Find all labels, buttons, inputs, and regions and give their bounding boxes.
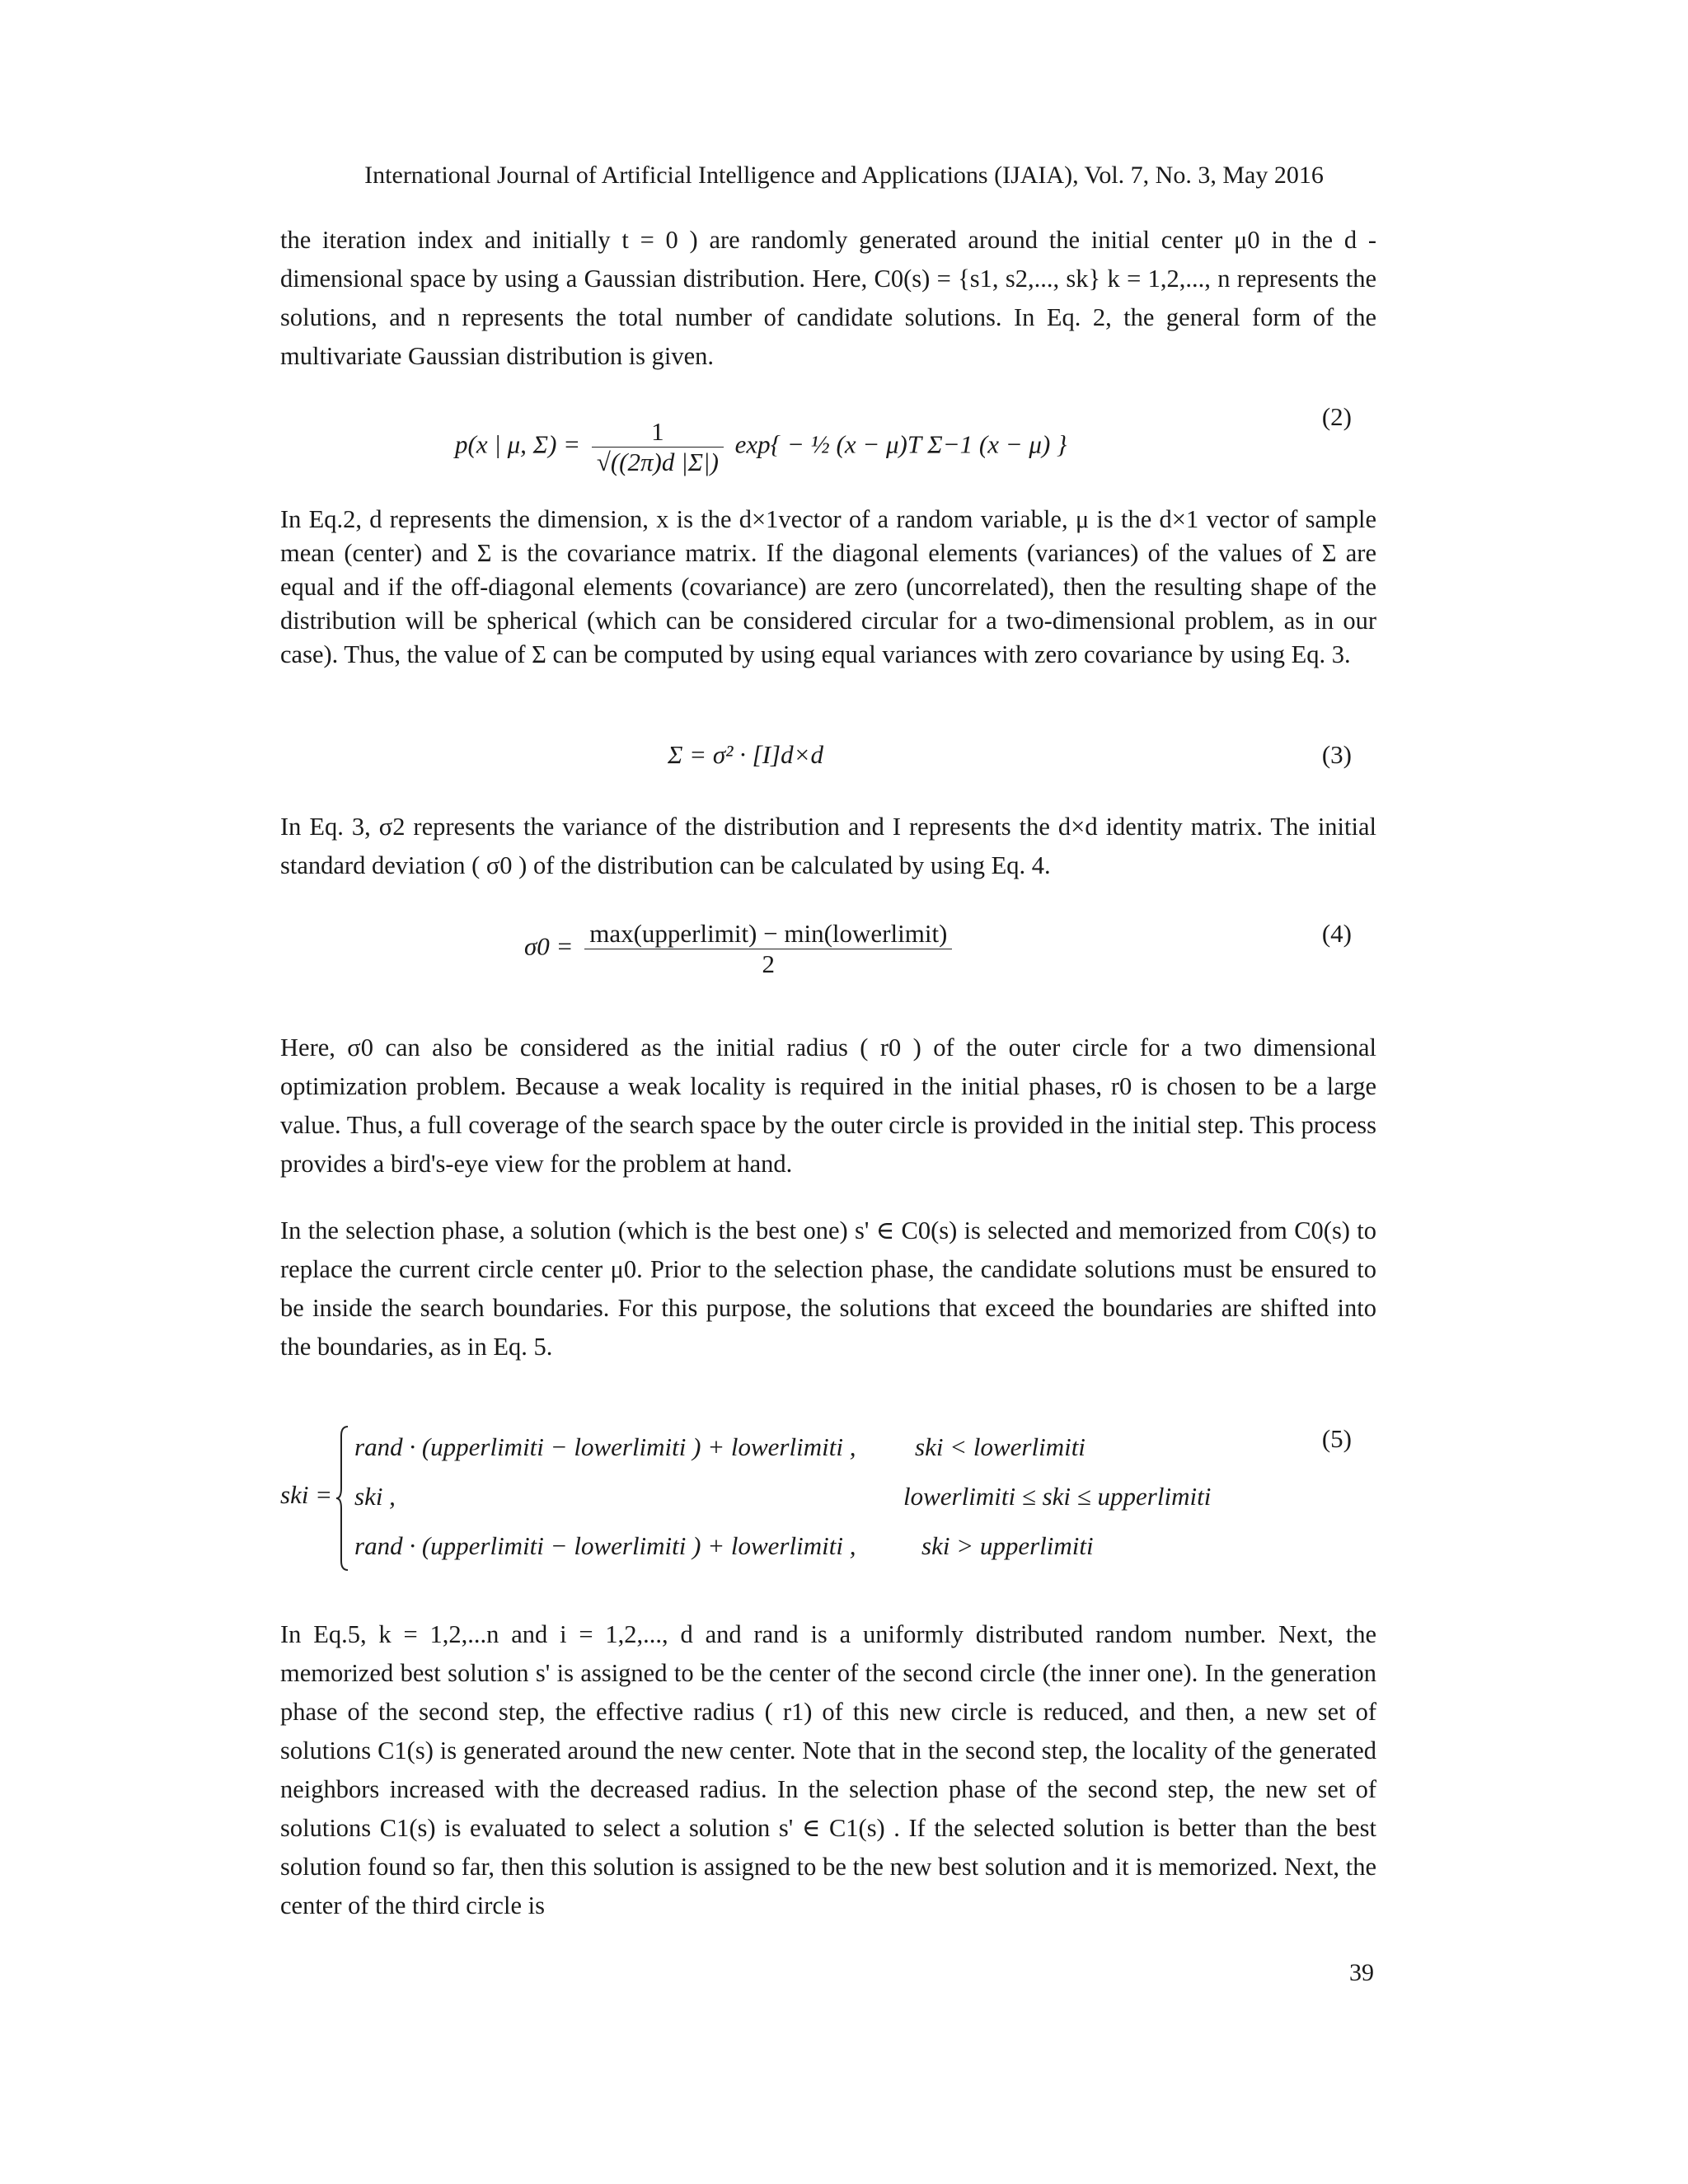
paragraph-selection-phase: In the selection phase, a solution (which is the best one) s' ∈ C0(s) is selected and memorized from C0(s) to replace the current circle center μ0. Prior to the selection phase, the candidate solutions must be ensured to be inside the search boundaries. For this purpose, the solutions that exceed the boundaries are shifted into the boundaries, as in Eq. 5. [280,1216,1376,1361]
paragraph-eq2-explanation: In Eq.2, d represents the dimension, x is the d×1vector of a random variable, μ is the d×1 vector of sample mean (center) and Σ is the covariance matrix. If the diagonal elements (variances) of the values of Σ are equal and if the off-diagonal elements (covariance) are zero (uncorrelated), then the resulting shape of the distribution will be spherical (which can be considered circular for a two-dimensional problem, as in our case). Thus, the value of Σ can be computed by using equal variances with zero covariance by using Eq. 3. [280,505,1376,668]
paragraph-intro: the iteration index and initially t = 0 ) are randomly generated around the initial center μ0 in the d -dimensional space by using a Gaussian distribution. Here, C0(s) = {s1, s2,..., sk} k = 1,2,..., n represents the solutions, and n represents the total number of candidate solutions. In Eq. 2, the general form of the multivariate Gaussian distribution is given. [280,226,1376,370]
equation-4 [280,919,1376,1001]
eq5-case2-condition: lowerlimiti ≤ ski ≤ upperlimiti [903,1482,1212,1511]
equation-3 [280,740,1376,781]
eq5-lhs: ski = [280,1480,333,1509]
paragraph-second-step: In Eq.5, k = 1,2,...n and i = 1,2,..., d and rand is a uniformly distributed random number. Next, the memorized best solution s' is assigned to be the center of the second circle (the inner one). In the generation phase of the second step, the effective radius ( r1) of this new circle is reduced, and then, a new set of solutions C1(s) is generated around the new center. Note that in the second step, the locality of the generated neighbors increased with the decreased radius. In the selection phase of the second step, the new set of solutions C1(s) is evaluated to select a solution s' ∈ C1(s) . If the selected solution is better than the best solution found so far, then this solution is assigned to be the new best solution and it is memorized. Next, the center of the third circle is [280,1620,1376,1919]
eq5-case1-condition: ski < lowerlimiti [915,1432,1085,1461]
eq3-body: Σ = σ² · [I]d×d [668,740,824,769]
paragraph-eq3-explanation: In Eq. 3, σ2 represents the variance of the distribution and I represents the d×d identity matrix. The initial standard deviation ( σ0 ) of the distribution can be calculated by using Eq. 4. [280,813,1376,879]
eq5-case1-expression: rand · (upperlimiti − lowerlimiti ) + lowerlimiti , [354,1432,856,1461]
eq2-rhs: exp{ − ½ (x − μ)T Σ−1 (x − μ) } [734,429,1067,459]
eq5-case3-expression: rand · (upperlimiti − lowerlimiti ) + lowerlimiti , [354,1531,856,1560]
paragraph-initial-radius: Here, σ0 can also be considered as the initial radius ( r0 ) of the outer circle for a two dimensional optimization problem. Because a weak locality is required in the initial phases, r0 is chosen to be a large value. Thus, a full coverage of the search space by the outer circle is provided in the initial step. This process provides a bird's-eye view for the problem at hand. [280,1033,1376,1178]
eq2-lhs: p(x | μ, Σ) = [455,429,581,459]
eq5-case3-condition: ski > upperlimiti [921,1531,1094,1560]
equation-5 [280,1424,1376,1581]
eq4-lhs: σ0 = [524,931,574,961]
eq4-numerator: max(upperlimit) − min(lowerlimit) [584,919,952,949]
eq4-number: (4) [1321,919,1352,948]
page-number: 39 [1349,1959,1374,1986]
eq5-case2-expression: ski , [354,1482,396,1511]
eq4-denominator: 2 [762,949,776,978]
eq5-number: (5) [1321,1424,1352,1453]
equation-2 [280,402,1376,493]
eq2-frac-denominator: √((2π)d |Σ|) [596,448,719,476]
journal-header: International Journal of Artificial Intelligence and Applications (IJAIA), Vol. 7, No. 3, May 2016 [364,162,1324,189]
eq2-number: (2) [1321,402,1352,431]
eq2-frac-numerator: 1 [592,417,724,448]
eq3-number: (3) [1321,740,1352,769]
eq5-left-brace [335,1424,351,1572]
